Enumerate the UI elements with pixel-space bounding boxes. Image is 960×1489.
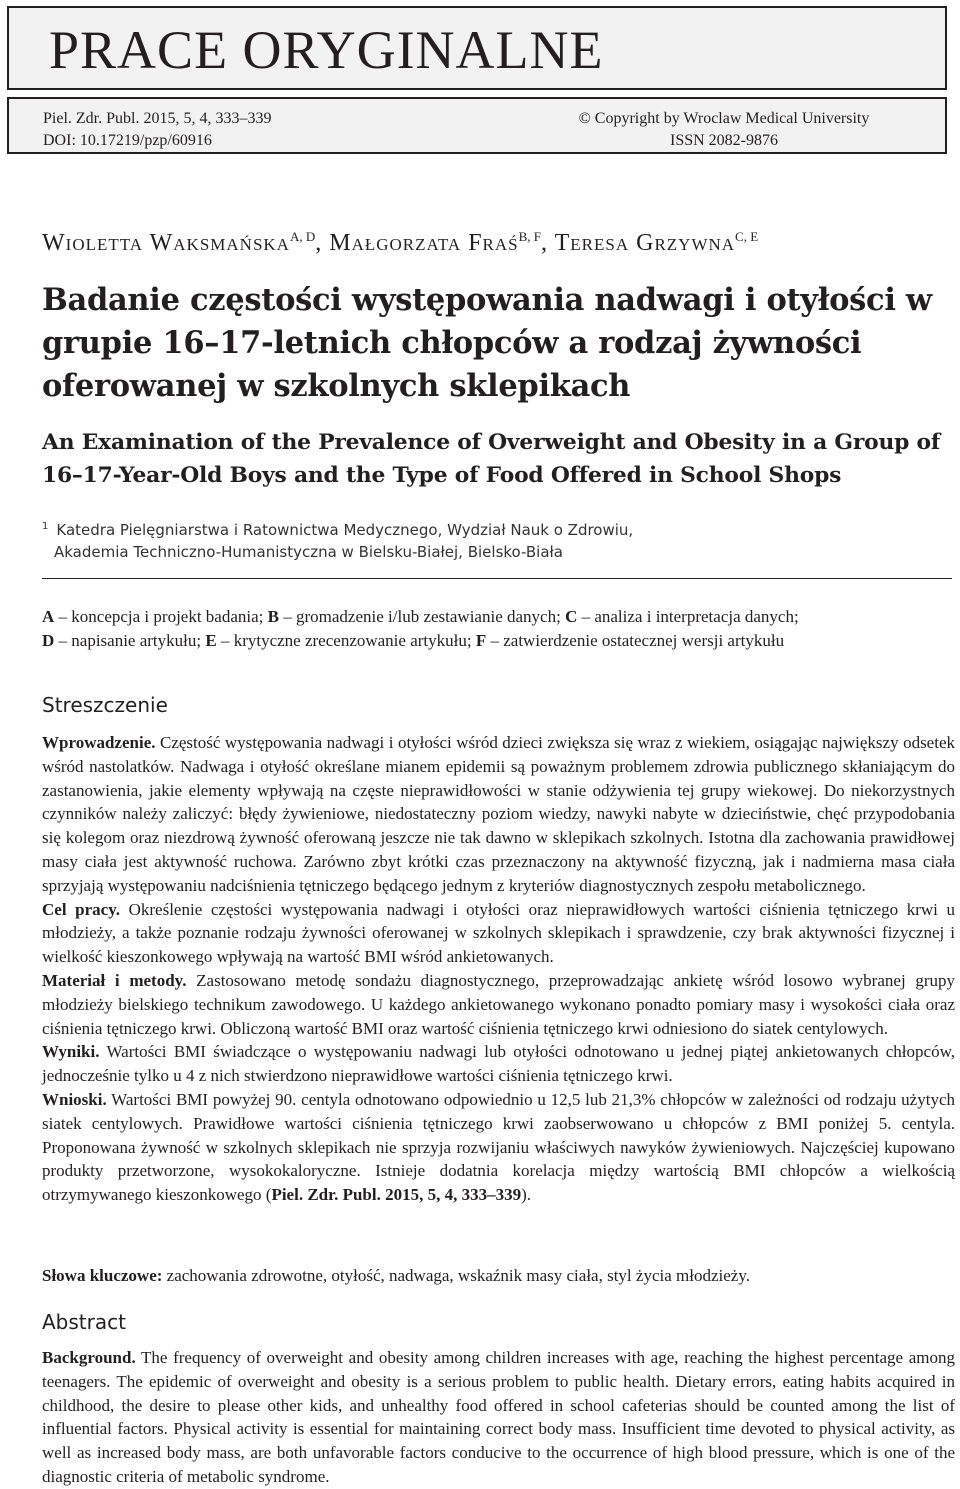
contrib-text: – analiza i interpretacja danych;	[577, 607, 799, 626]
paragraph-aim: Cel pracy. Określenie częstości występowania nadwagi i otyłości oraz nieprawidłowych wartości ciśnienia tętniczego krwi u młodzieży, a także poznanie rodzaju żywności oferowanej w szkolnych sklepikach i sprawdzenie, czy brak aktywności fizycznej i wielkość kieszonkowego wpływają na wartość BMI wśród ankietowanych.	[42, 899, 955, 967]
journal-line: Piel. Zdr. Publ. 2015, 5, 4, 333–339	[43, 110, 272, 127]
contrib-key: E	[205, 631, 217, 650]
affiliation	[42, 516, 633, 563]
author-list: Wioletta Waksmańska$^{A, D}$, Małgorzata Fraś$^{B, F}$, Teresa Grzywna$^{C, E}$	[42, 229, 759, 256]
contrib-text: – krytyczne zrecenzowanie artykułu;	[216, 631, 476, 650]
affiliation-marker: 1	[42, 521, 49, 532]
affiliation-line1: Katedra Pielęgniarstwa i Ratownictwa Medycznego, Wydział Nauk o Zdrowiu,	[56, 521, 634, 539]
contrib-key: B	[267, 607, 279, 626]
affiliation-line2: Akademia Techniczno-Humanistyczna w Bielsku-Białej, Bielsko-Biała	[54, 543, 563, 561]
paragraph-methods: Materiał i metody. Zastosowano metodę sondażu diagnostycznego, przeprowadzając ankietę wśród losowo wybranej grupy młodzieży bielskiego technikum zawodowego. U każdego ankietowanego wykonano ponadto pomiary masy i wysokości ciała oraz ciśnienia tętniczego krwi. Obliczoną wartość BMI oraz wartość ciśnienia tętniczego krwi odniesiono do siatek centylowych.	[42, 970, 956, 1038]
streszczenie-heading: Streszczenie	[42, 693, 168, 717]
divider	[42, 578, 952, 579]
streszczenie-body	[42, 731, 955, 1207]
doi: DOI: 10.17219/pzp/60916	[43, 132, 212, 149]
contrib-text: – koncepcja i projekt badania;	[54, 607, 268, 626]
contrib-text: – napisanie artykułu;	[54, 631, 206, 650]
contrib-text: – zatwierdzenie ostatecznej wersji artykułu	[486, 631, 785, 650]
contribution-legend	[42, 605, 952, 653]
author: Teresa Grzywna$^{C, E}$	[554, 229, 759, 256]
abstract-heading: Abstract	[42, 1310, 126, 1334]
author: Małgorzata Fraś$^{B, F}$	[329, 229, 542, 256]
author-roles: A, D	[289, 229, 316, 244]
contrib-key: F	[475, 631, 487, 650]
contrib-text: – gromadzenie i/lub zestawianie danych;	[279, 607, 566, 626]
journal-meta-box	[7, 97, 947, 154]
contrib-key: C	[565, 607, 578, 626]
copyright: © Copyright by Wroclaw Medical University	[578, 110, 870, 127]
paragraph-results: Wyniki. Wartości BMI świadczące o występowaniu nadwagi lub otyłości odnotowano u jednej piątej ankietowanych chłopców, jednocześnie tylko u 4 z nich stwierdzono nieprawidłowe wartości ciśnienia tętniczego krwi.	[42, 1042, 955, 1086]
author-roles: C, E	[735, 229, 759, 244]
contrib-key: A	[42, 607, 55, 626]
section-banner	[7, 6, 947, 90]
paragraph-conclusions: Wnioski. Wartości BMI powyżej 90. centyla odnotowano odpowiednio u 12,5 lub 21,3% chłopców w zależności od rodzaju użytych siatek centylowych. Prawidłowe wartości ciśnienia tętniczego krwi zaobserwowano u chłopców z BMI poniżej 5. centyla. Proponowana żywność w szkolnych sklepikach nie sprzyja rozwijaniu właściwych nawyków żywieniowych. Najczęściej kupowano produkty przetworzone, wysokokaloryczne. Istnieje dodatnia korelacja między wartością BMI chłopców a wielkością otrzymywanego kieszonkowego (Piel. Zdr. Publ. 2015, 5, 4, 333–339).	[42, 1089, 955, 1205]
copyright-block	[503, 108, 945, 152]
abstract-body	[42, 1346, 955, 1489]
contrib-key: D	[42, 631, 55, 650]
keywords: Słowa kluczowe: zachowania zdrowotne, otyłość, nadwaga, wskaźnik masy ciała, styl życia młodzieży.	[42, 1266, 750, 1285]
author-roles: B, F	[518, 229, 542, 244]
section-title: PRACE ORYGINALNE	[49, 20, 604, 80]
issn: ISSN 2082-9876	[669, 132, 778, 149]
title-english: An Examination of the Prevalence of Overweight and Obesity in a Group of 16–17-Year-Old Boys and the Type of Food Offered in School Shops	[42, 430, 941, 488]
paragraph-background: Background. The frequency of overweight and obesity among children increases with age, reaching the highest percentage among teenagers. The epidemic of overweight and obesity is a serious problem to public health. Dietary errors, eating habits acquired in childhood, the desire to please other kids, and unhealthy food offered in school cafeterias should be counted among the list of influential factors. Physical activity is essential for maintaining correct body mass. Insufficient time devoted to physical activity, as well as increased body mass, are both unfavorable factors conducive to the occurrence of high blood pressure, which is one of the diagnostic criteria of metabolic syndrome.	[42, 1348, 955, 1486]
title-polish: Badanie częstości występowania nadwagi i otyłości w grupie 16–17-letnich chłopców a rodzaj żywności oferowanej w szkolnych sklepikach	[42, 282, 932, 404]
journal-citation	[43, 108, 271, 152]
paragraph-introduction: Wprowadzenie. Częstość występowania nadwagi i otyłości wśród dzieci zwiększa się wraz z wiekiem, osiągając największy odsetek wśród nastolatków. Nadwaga i otyłość określane mianem epidemii są poważnym problemem zdrowia publicznego skłaniającym do zastanowienia, jakie elementy wpływają na częste nieprawidłowości w stanie odżywienia tej grupy wiekowej. Do niekorzystnych czynników należy zaliczyć: błędy żywieniowe, niedostateczny poziom wiedzy, nawyki nabyte w dzieciństwie, chęć przypodobania się kolegom oraz niezdrową żywność oferowaną jeszcze nie tak dawno w sklepikach szkolnych. Istotna dla zachowania prawidłowej masy ciała jest aktywność ruchowa. Zarówno zbyt krótki czas przeznaczony na aktywność fizyczną, jak i nadmierna masa ciała sprzyjają występowaniu nadciśnienia tętniczego będącego jednym z kryteriów diagnostycznych zespołu metabolicznego.	[42, 733, 955, 895]
author: Wioletta Waksmańska$^{A, D}$	[42, 229, 316, 256]
